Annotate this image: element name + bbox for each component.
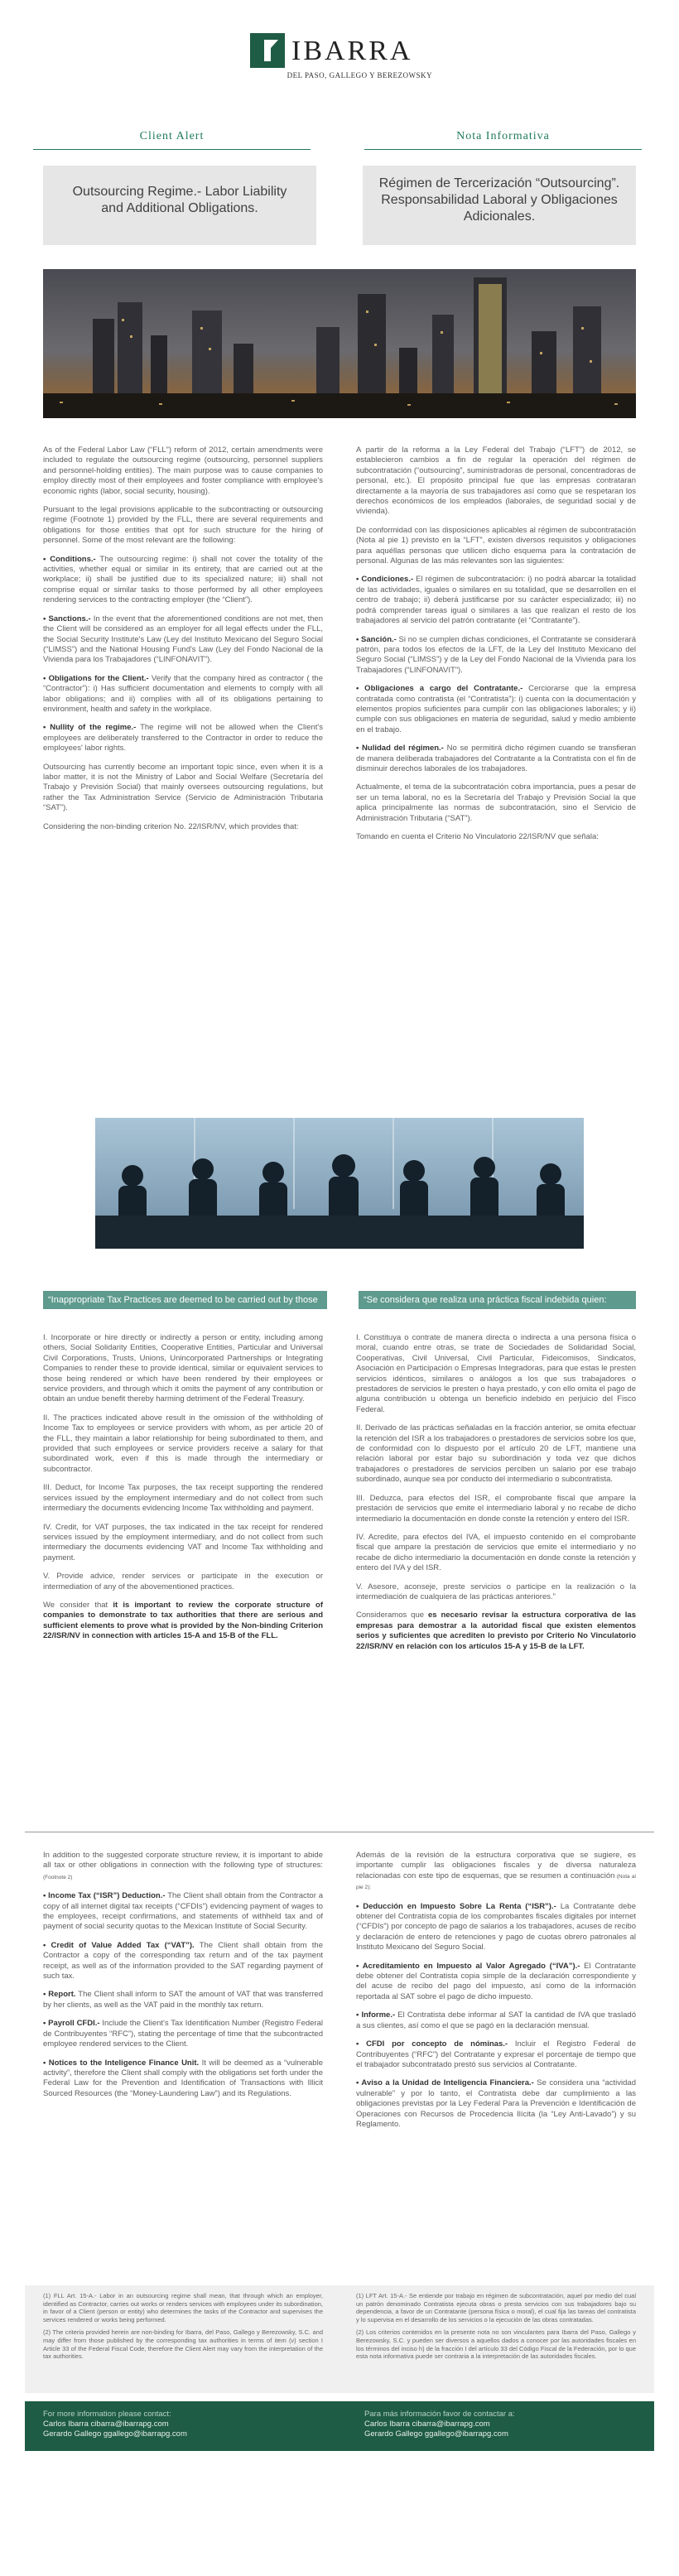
practice-item-4: IV. Credit, for VAT purposes, the tax indicated in the tax receipt for rendered services issued by the employment intermediary, and do not collect from such intermediary the documents evidencing VAT and Income Tax withholding and payment. (43, 1522, 323, 1562)
contact-gerardo[interactable]: Gerardo Gallego ggallego@ibarrapg.com (43, 2429, 187, 2439)
section3-spanish (356, 1851, 636, 2138)
payroll-cfdi-bullet: • Payroll CFDI.- Include the Client's Tax Identification Number (Registro Federal de Contribuyentes “RFC”), stating the percentage of time that the subcontracted employee rendered services to the Client. (43, 2019, 323, 2049)
footnote-2: (2) The criteria provided herein are non-binding for Ibarra, del Paso, Gallego y Berezowsky, S.C. and may differ from those published by the corresponding tax authorities in terms of item (v) section I Article 33 of the Federal Fiscal Code, therefore the Client Alert may vary from the interpretation of the tax authorities. (43, 2328, 323, 2361)
header-rule-left (33, 149, 311, 150)
title-en-line2: and Additional Obligations. (101, 201, 258, 215)
practice-item-1: I. Incorporate or hire directly or indirectly a person or entity, including among others, Social Solidarity Entities, Cooperative Entities, Particular and Universal Civil Corporations, Trusts, Unions, Unincorporated Partnerships or Integrating Companies to render these to provide identical, similar or equivalent services to those being rendered or which have been rendered by their employees or service providers, and through which it omits the payment of any contribution or obtain an undue benefit thereby harming detriment of the Federal Treasury. (43, 1333, 323, 1404)
practice-item-2-es: II. Derivado de las prácticas señaladas en la fracción anterior, se omita efectuar la retención del ISR a los trabajadores o prestadores de servicios sobre los que, de conformidad con lo dispuesto por el artículo 20 de LFT, mantiene una relación laboral por estar bajo su subordinación y toda vez que dichos trabajadores o prestadores de servicios perciben un salario por ese trabajo subordinado, aunque sea por conducto del intermediario o subcontratista. (356, 1423, 636, 1485)
report-bullet: • Report. The Client shall inform to SAT the amount of VAT that was transferred by her clients, as well as the VAT paid in the monthly tax return. (43, 1990, 323, 2010)
conditions-bullet-es: • Condiciones.- El régimen de subcontratación: i) no podrá abarcar la totalidad de las actividades, iguales o similares en su totalidad, que se desarrollen en el centro de trabajo; ii) deberá justificarse por su carácter especializado; iii) no podrá comprender tareas igual o similares a las que realizan el resto de los trabajadores al servicio del patrón contratante (el “Contratante”). (356, 575, 636, 626)
footnote-1: (1) FLL Art. 15-A.- Labor in an outsourcing regime shall mean, that through which an employer, identified as Contractor, carries out works or renders services with employees under its subordination, in favor of a Client (person or entity) who determines the tasks of the Contractor and supervises the services rendered or works being performed. (43, 2292, 323, 2323)
legal-provisions-paragraph-es: De conformidad con las disposiciones aplicables al régimen de subcontratación (Nota al pie 1) previsto en la “LFT”, existen diversos requisitos y obligaciones para aquéllas personas que utilicen dicho esquema para la contratación de personal. Algunas de las más relevantes son las siguientes: (356, 525, 636, 566)
payroll-cfdi-bullet-es: • CFDI por concepto de nóminas.- Incluir el Registro Federal de Contribuyentes (“RFC”) del Contratante y expresar el porcentaje de tiempo que el trabajador subcontratado prestó sus servicios al Contratante. (356, 2039, 636, 2069)
intro-paragraph: As of the Federal Labor Law (“FLL”) reform of 2012, certain amendments were included to regulate the outsourcing regime (outsourcing, personnel suppliers and personnel-holding entities). The main purpose was to cause companies to employ directly most of their employees and foster compliance with employee's economic rights (labor, social security, housing). (43, 445, 323, 496)
sanctions-bullet-es: • Sanción.- Si no se cumplen dichas condiciones, el Contratante se considerará patrón, para todos los efectos de la LFT, de la Ley del Instituto Mexicano del Seguro Social (“LIMSS”) y de la Ley del Fondo Nacional de la Vivienda para los Trabajadores (“LINFONAVIT”). (356, 634, 636, 675)
practice-item-4-es: IV. Acredite, para efectos del IVA, el impuesto contenido en el comprobante fiscal que ampare la prestación de servicios que emite el intermediario y no recabe de dicho intermediario la documentación en donde conste la retención y entero del IVA y del ISR. (356, 1532, 636, 1573)
header-rule-right (364, 149, 642, 150)
contact-title: For more information please contact: (43, 2410, 171, 2419)
section1-english (43, 445, 323, 840)
outsourcing-topic-paragraph: Outsourcing has currently become an important topic since, even when it is a labor matter, it is not the Ministry of Labor and Social Welfare (Secretaría del Trabajo y Previsión Social) that mainly oversees outsourcing regulations, but rather the Tax Administration Service (Servicio de Administración Tributaria “SAT”). (43, 762, 323, 813)
criterion-paragraph-es: Tomando en cuenta el Criterio No Vinculatorio 22/ISR/NV que señala: (356, 832, 599, 841)
section2-spanish (356, 1333, 636, 1660)
vat-credit-bullet: • Credit of Value Added Tax (“VAT”). The Client shall obtain from the Contractor a copy of the corresponding tax return and of the tax payment receipt, as well as of the information provided to the SAT regarding payment of such tax. (43, 1940, 323, 1981)
client-alert-title: Client Alert (139, 130, 205, 142)
isr-deduction-bullet-es: • Deducción en Impuesto Sobre La Renta (“ISR”).- La Contratante debe obtener del Contratista copia de los comprobantes fiscales digitales por internet (“CFDIs”) por concepto de pago de salarios a los trabajadores, acuses de recibo y declaración de entero de retenciones y pago de cuotas obrero patronales al Instituto Mexicano del Seguro Social. (356, 1901, 636, 1952)
nullity-bullet: • Nullity of the regime.- The regime will not be allowed when the Client's employees are deliberately transferred to the Contractor in order to reduce the employees' labor rights. (43, 723, 323, 754)
report-bullet-es: • Informe.- El Contratista debe informar al SAT la cantidad de IVA que trasladó a sus clientes, así como el que se pagó en la declaración mensual. (356, 2010, 636, 2030)
contact-spanish (364, 2410, 644, 2439)
criterion-paragraph: Considering the non-binding criterion No. 22/ISR/NV, which provides that: (43, 821, 299, 831)
practice-item-1-es: I. Constituya o contrate de manera directa o indirecta a una persona física o moral, cuando entre otras, se trate de Sociedades de Solidaridad Social, Cooperativas, Civil Universal, Civil Particular, Fideicomisos, Sindicatos, Asociación en Participación o Empresas Integradoras, para que estas le presten servicios idénticos, similares o análogos a los que sus trabajadores o prestadores de servicios le presten o haya prestado, y con ello omita el pago de alguna contribución u obtenga un beneficio indebido en perjuicio del Fisco Federal. (356, 1333, 636, 1414)
contact-gerardo-es[interactable]: Gerardo Gallego ggallego@ibarrapg.com (364, 2429, 508, 2439)
nota-informativa-title: Nota Informativa (456, 130, 550, 142)
logo-mark-icon (250, 33, 285, 68)
practice-item-3-es: III. Deduzca, para efectos del ISR, el comprobante fiscal que ampare la prestación de servicios que emite el intermediario laboral y no recabe de dicho intermediario la documentación en donde conste la retención y entero del ISR. (356, 1493, 636, 1524)
notices-ifu-bullet-es: • Aviso a la Unidad de Inteligencia Financiera.- Se considera una “actividad vulnerable” y por lo tanto, el Contratista debe dar cumplimiento a las obligaciones previstas por la Ley Federal Para la Prevención e Identificación de Operaciones con Recursos de Procedencia Ilícita (la “Ley Anti-Lavado”) y su Reglamento. (356, 2078, 636, 2129)
obligations-intro: In addition to the suggested corporate structure review, it is important to abide all tax or other obligations in connection with the following type of structures: (Footnote 2) (43, 1851, 323, 1880)
sanctions-bullet: • Sanctions.- In the event that the aforementioned conditions are not met, then the Client will be considered as an employer for all legal effects under the FLL, the Social Security Institute's Law (Ley del Instituto Mexicano del Seguro Social (“LIMSS”) and the National Housing Fund's Law (Ley del Fondo Nacional de la Vivienda para los Trabajadores (“LINFONAVIT”). (43, 614, 323, 665)
brand-logo (250, 33, 432, 91)
client-obligations-bullet: • Obligations for the Client.- Verify that the company hired as contractor ( the “Contractor”): i) Has sufficient documentation and elements to comply with all labor obligations; and ii) complies with all of its obligations pertaining to environment, health and safety in the workplace. (43, 673, 323, 714)
notices-ifu-bullet: • Notices to the Inteligence Finance Unit. It will be deemed as a “vulnerable activity”, therefore the Client shall comply with the obligations set forth under the Federal Law for the Prevention and Identification of Transactions with Illicit Sourced Resources (the “Money-Laundering Law”) and its Regulations. (43, 2058, 323, 2098)
inappropriate-practices-bar-es: “Se considera que realiza una práctica fiscal indebida quien: (359, 1291, 636, 1309)
vat-credit-bullet-es: • Acreditamiento en Impuesto al Valor Agregado (“IVA”).- El Contratante debe obtener del Contratista copia simple de la declaración correspondiente y del acuse de recibo del pago del impuesto, así como de la información reportada al SAT sobre el pago de dicho impuesto. (356, 1961, 636, 2001)
contact-carlos[interactable]: Carlos Ibarra cibarra@ibarrapg.com (43, 2420, 169, 2429)
footnotes-english (43, 2292, 323, 2361)
contact-title-es: Para más información favor de contactar a: (364, 2410, 515, 2419)
title-banner-right (363, 166, 636, 245)
outsourcing-topic-paragraph-es: Actualmente, el tema de la subcontratación cobra importancia, pues a pesar de ser un tema laboral, no es la Secretaría del Trabajo y Previsión Social la que aplica principalmente las normas de subcontratación, sino el Servicio de Administración Tributaria (“SAT”). (356, 782, 636, 823)
intro-paragraph-es: A partir de la reforma a la Ley Federal del Trabajo (“LFT”) de 2012, se establecieron cambios a fin de regular la operación del régimen de subcontratación (“outsourcing”, suministradoras de personal, concentradoras de personal, etc.). El propósito principal fue que las empresas contrataran directamente a la mayoría de sus trabajadores así como que se respetaran los derechos económicos de los empleados (laborales, de seguridad social y de vivienda). (356, 445, 636, 517)
practice-item-5: V. Provide advice, render services or participate in the execution or intermediation of any of the abovementioned practices. (43, 1572, 323, 1591)
isr-deduction-bullet: • Income Tax (“ISR”) Deduction.- The Client shall obtain from the Contractor a copy of all internet digital tax receipts (“CFDIs”) evidencing payment of wages to the employees, receipt confirmations, and statements of withheld tax and of payment of social security quotas to the Mexican Institute of Social Security. (43, 1891, 323, 1932)
title-banner-left (43, 166, 316, 245)
conclusion-paragraph: We consider that it is important to review the corporate structure of companies to demonstrate to tax authorities that there are serious and sufficient elements to prove what is provided by the Non-binding Criterion 22/ISR/NV in connection with articles 15-A and 15-B of the FLL. (43, 1600, 323, 1641)
section1-spanish (356, 445, 636, 850)
title-es-line1: Régimen de Tercerización “Outsourcing”. (378, 176, 620, 190)
section3-english (43, 1851, 323, 2107)
contact-english (43, 2410, 323, 2439)
conditions-bullet: • Conditions.- The outsourcing regime: i) shall not cover the totality of the activities, whether equal or similar in its entirety, that are carried out at the workplace; ii) shall be justified due to its specialized nature; iii) shall not comprise equal or similar tasks to those performed by all other employees rendering services to the contracting employer (the “Client”). (43, 554, 323, 605)
footnote-1-es: (1) LFT Art. 15-A.- Se entiende por trabajo en régimen de subcontratación, aquel por medio del cual un patrón denominado Contratista ejecuta obras o presta servicios con sus trabajadores bajo su dependencia, a favor de un Contratante (persona física o moral), el cual fija las tareas del contratista y lo supervisa en el desarrollo de los servicios o la ejecución de las obras contratadas. (356, 2292, 636, 2323)
legal-provisions-paragraph: Pursuant to the legal provisions applicable to the subcontracting or outsourcing regime (Footnote 1) provided by the FLL, there are several requirements and obligations for those entities that opt for such structure for the hiring of personnel. Some of the most relevant are the following: (43, 505, 323, 546)
conclusion-paragraph-es: Consideramos que es necesario revisar la estructura corporativa de las empresas para demostrar a la autoridad fiscal que existen elementos serios y suficientes que acrediten lo previsto por Criterio No Vinculatorio 22/ISR/NV en relación con los artículos 15-A y 15-B de la LFT. (356, 1611, 636, 1651)
meeting-silhouettes-photo (95, 1118, 584, 1249)
section2-english (43, 1333, 323, 1650)
contact-carlos-es[interactable]: Carlos Ibarra cibarra@ibarrapg.com (364, 2420, 490, 2429)
title-en-line1: Outsourcing Regime.- Labor Liability (72, 185, 287, 199)
footnote-2-es: (2) Los criterios contenidos en la presente nota no son vinculantes para Ibarra del Paso, Gallego y Berezowsky, S.C. y pueden ser diversos a aquellos dados a conocer por las autoridades fiscales en los términos del inciso h) de la fracción I del artículo 33 del Código Fiscal de la Federación, por lo que esta nota informativa puede ser contraria a la interpretación de las autoridades fiscales. (356, 2328, 636, 2361)
practice-item-3: III. Deduct, for Income Tax purposes, the tax receipt supporting the rendered services issued by the employment intermediary and do not collect from such intermediary the documents evidencing Income Tax withholding and payment. (43, 1483, 323, 1514)
nullity-bullet-es: • Nulidad del régimen.- No se permitirá dicho régimen cuando se transfieran de manera deliberada trabajadores del Contratante a la Contratista con el fin de disminuir derechos laborales de los trabajadores. (356, 744, 636, 773)
footnotes-spanish (356, 2292, 636, 2361)
city-skyline-photo (43, 269, 636, 418)
practice-item-2: II. The practices indicated above result in the omission of the withholding of Income Tax to employees or service providers with whom, as per article 20 of the FLL, they maintain a labor relationship for being subordinated to them, and provided that such employees or service providers receive a salary for that subordinated work, even if this is made through the intermediary or subcontractor. (43, 1413, 323, 1474)
title-es-line3: Adicionales. (463, 209, 536, 224)
brand-name: IBARRA (291, 36, 413, 66)
practice-item-5-es: V. Asesore, aconseje, preste servicios o participe en la realización o la intermediación de cualquiera de las prácticas anteriores.” (356, 1582, 636, 1601)
title-es-line2: Responsabilidad Laboral y Obligaciones (381, 193, 618, 207)
brand-tagline: DEL PASO, GALLEGO Y BEREZOWSKY (287, 71, 432, 79)
inappropriate-practices-bar-en: “Inappropriate Tax Practices are deemed to be carried out by those who: (43, 1291, 327, 1309)
client-obligations-bullet-es: • Obligaciones a cargo del Contratante.- Cerciorarse que la empresa contratada como contratista (el “Contratista”): i) cuenta con la documentación y elementos propios suficientes para cumplir con las obligaciones laborales; y ii) cumple con sus obligaciones en materia de seguridad, salud y medio ambiente en el trabajo. (356, 684, 636, 734)
obligations-intro-es: Además de la revisión de la estructura corporativa que se sugiere, es importante cumplir las obligaciones fiscales y de diversa naturaleza relacionadas con este tipo de esquemas, que se resumen a continuación (Nota al pie 2): (356, 1851, 636, 1891)
